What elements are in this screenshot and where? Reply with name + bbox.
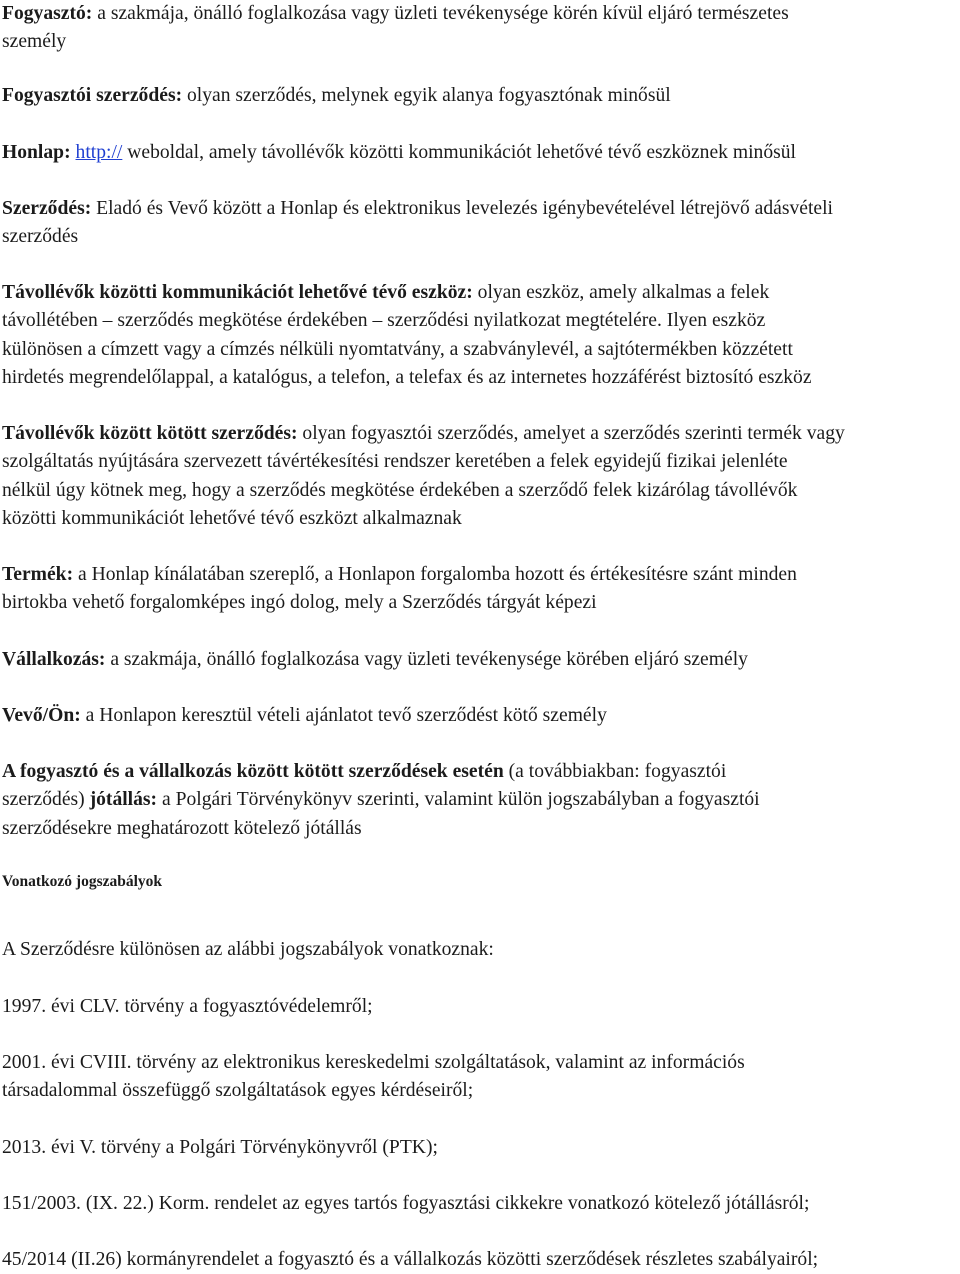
definition-honlap [2, 139, 960, 167]
law-line: társadalommal összefüggő szolgáltatások egyes kérdéseiről; [2, 1080, 474, 1102]
definition-text: nélkül úgy kötnek meg, hogy a szerződés megkötése érdekében a szerződő felek kizárólag távollévők [2, 479, 798, 501]
paragraph-line [2, 139, 960, 167]
section-heading: Vonatkozó jogszabályok [2, 873, 163, 890]
law-line: 2001. évi CVIII. törvény az elektronikus kereskedelmi szolgáltatások, valamint az információs [2, 1052, 745, 1073]
honlap-link[interactable]: http:// [75, 142, 123, 163]
paragraph-line [2, 477, 960, 505]
paragraph-line [2, 561, 960, 589]
paragraph-line [2, 336, 960, 364]
law-line: 151/2003. (IX. 22.) Korm. rendelet az egyes tartós fogyasztási cikkekre vonatkozó kötelező jótállásról; [2, 1193, 810, 1214]
law-item [2, 1049, 960, 1106]
paragraph-line [2, 815, 960, 843]
term-label: Fogyasztói szerződés: [2, 85, 183, 106]
paragraph-line [2, 758, 960, 786]
law-line: 1997. évi CLV. törvény a fogyasztóvédelemről; [2, 996, 373, 1017]
paragraph-line [2, 448, 960, 476]
term-label: Termék: [2, 564, 74, 585]
term-label: jótállás: [89, 789, 158, 811]
term-label: Vállalkozás: [2, 649, 106, 670]
paragraph-line [2, 0, 960, 28]
term-label: Honlap: [2, 142, 71, 163]
definition-tavollevok-szerzodes [2, 420, 960, 533]
paragraph-line [2, 786, 960, 814]
paragraph-line [2, 82, 960, 110]
definition-text: szerződés [2, 226, 79, 248]
definition-text: a Polgári Törvénykönyv szerinti, valamint külön jogszabályban a fogyasztói [157, 789, 760, 811]
term-label: A fogyasztó és a vállalkozás között kötött szerződések esetén [2, 761, 504, 782]
paragraph-line [2, 646, 960, 674]
section-intro: A Szerződésre különösen az alábbi jogszabályok vonatkoznak: [2, 939, 494, 960]
paragraph-line [2, 702, 960, 730]
definition-szerzodes [2, 195, 960, 252]
paragraph-line [2, 364, 960, 392]
definition-text: szerződés) [2, 789, 90, 811]
definition-termek [2, 561, 960, 618]
paragraph-line [2, 195, 960, 223]
definition-text: olyan szerződés, melynek egyik alanya fogyasztónak minősül [182, 85, 671, 106]
paragraph-line [2, 589, 960, 617]
definition-text: (a továbbiakban: fogyasztói [503, 761, 727, 782]
term-label: Távollévők közötti kommunikációt lehetővé tévő eszköz: [2, 282, 473, 303]
definition-text: birtokba vehető forgalomképes ingó dolog, mely a Szerződés tárgyát képezi [2, 592, 597, 614]
definition-text: közötti kommunikációt lehetővé tévő eszközt alkalmaznak [2, 507, 462, 529]
paragraph-line [2, 279, 960, 307]
definition-fogyaszto [2, 0, 960, 57]
paragraph-line [2, 505, 960, 533]
paragraph-line [2, 28, 960, 56]
law-item [2, 993, 960, 1021]
definition-text: olyan fogyasztói szerződés, amelyet a szerződés szerinti termék vagy [297, 423, 845, 444]
term-label: Fogyasztó: [2, 3, 93, 24]
definition-text: a szakmája, önálló foglalkozása vagy üzleti tevékenysége körén kívül eljáró természetes [92, 3, 789, 24]
definition-text: a szakmája, önálló foglalkozása vagy üzleti tevékenysége körében eljáró személy [105, 649, 748, 670]
definition-text: a Honlap kínálatában szereplő, a Honlapon forgalomba hozott és értékesítésre szánt minden [73, 564, 797, 585]
paragraph-line [2, 223, 960, 251]
definition-tavollevok-eszkoz [2, 279, 960, 392]
law-item [2, 1134, 960, 1162]
term-label: Vevő/Ön: [2, 705, 81, 726]
definition-text: olyan eszköz, amely alkalmas a felek [472, 282, 770, 303]
law-line: 2013. évi V. törvény a Polgári Törvénykönyvről (PTK); [2, 1137, 438, 1158]
definition-vallalkozas [2, 646, 960, 674]
definition-text: weboldal, amely távollévők közötti kommunikációt lehetővé tévő eszköznek minősül [122, 142, 796, 163]
definition-text: a Honlapon keresztül vételi ajánlatot tevő szerződést kötő személy [80, 705, 607, 726]
definition-vevo [2, 702, 960, 730]
term-label: Szerződés: [2, 198, 92, 219]
law-line: 45/2014 (II.26) kormányrendelet a fogyasztó és a vállalkozás közötti szerződések részletes szabályairól; [2, 1249, 819, 1270]
paragraph-line [2, 307, 960, 335]
definition-jotallas [2, 758, 960, 843]
definition-fogyasztoi-szerzodes [2, 82, 960, 110]
paragraph-line [2, 420, 960, 448]
law-item [2, 1246, 960, 1274]
definition-text: Eladó és Vevő között a Honlap és elektronikus levelezés igénybevételével létrejövő adásvételi [91, 198, 833, 219]
definition-text: szolgáltatás nyújtására szervezett távértékesítési rendszer keretében a felek egyidejű fizikai jelenléte [2, 451, 788, 473]
definition-text: szerződésekre meghatározott kötelező jótállás [2, 817, 362, 839]
definition-text: személy [2, 31, 67, 53]
definition-text: hirdetés megrendelőlappal, a katalógus, a telefon, a telefax és az internetes hozzáférést biztosító eszköz [2, 366, 812, 388]
term-label: Távollévők között kötött szerződés: [2, 423, 298, 444]
definition-text: különösen a címzett vagy a címzés nélküli nyomtatvány, a szabványlevél, a sajtótermékben közzétett [2, 338, 793, 360]
definition-text: távollétében – szerződés megkötése érdekében – szerződési nyilatkozat megtételére. Ilyen eszköz [2, 310, 766, 332]
law-item [2, 1190, 960, 1218]
